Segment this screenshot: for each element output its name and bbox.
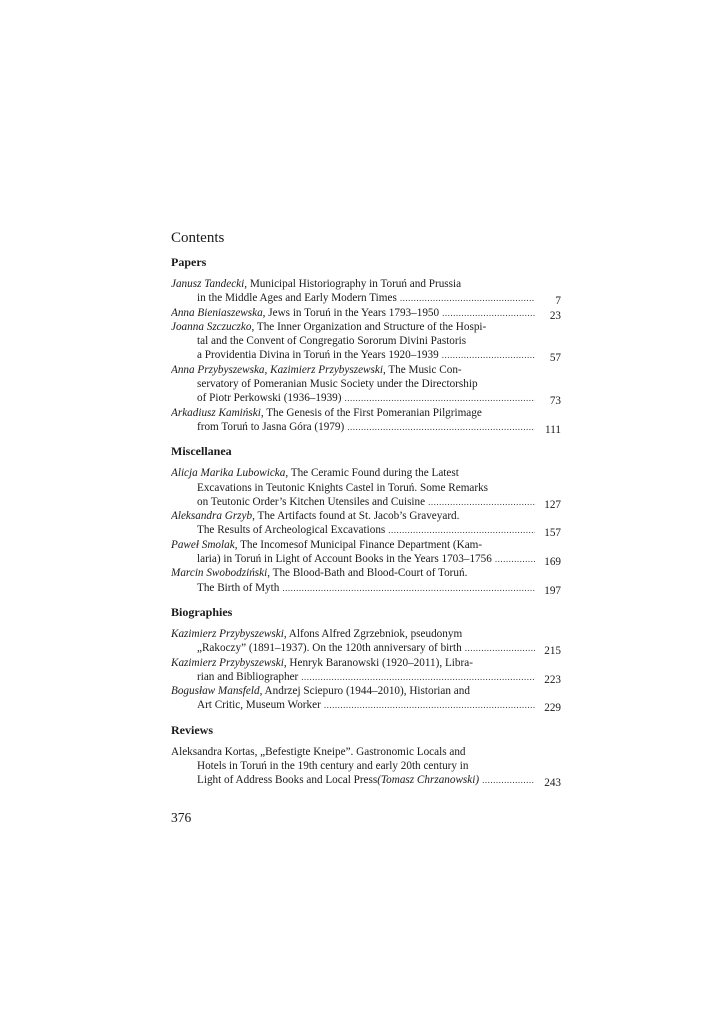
toc-entry bbox=[171, 538, 561, 567]
entry-last-line bbox=[171, 552, 535, 566]
entry-page-number: 215 bbox=[544, 645, 561, 658]
page-number: 376 bbox=[171, 810, 192, 825]
entry-title-end: a Providentia Divina in Toruń in the Years 1920–1939 bbox=[197, 349, 439, 362]
entry-author: Alicja Marika Lubowicka bbox=[171, 467, 286, 480]
entry-title-start: , The Artifacts found at St. Jacob’s Graveyard. bbox=[252, 510, 460, 523]
entry-title-end: The Results of Archeological Excavations bbox=[197, 524, 386, 537]
leader-dots bbox=[282, 581, 535, 595]
toc-entry bbox=[171, 684, 561, 713]
leader-dots bbox=[495, 552, 535, 566]
contents-page bbox=[171, 229, 561, 788]
entry-page-number: 73 bbox=[549, 395, 561, 408]
entry-last-line bbox=[171, 773, 535, 787]
entry-last-line bbox=[171, 391, 535, 405]
entry-title-start: , The Music Con- bbox=[382, 363, 462, 376]
toc-entry bbox=[171, 627, 561, 656]
entry-page-number: 197 bbox=[544, 584, 561, 597]
entry-last-line bbox=[171, 641, 535, 655]
entry-title-end: rian and Bibliographer bbox=[197, 670, 299, 683]
entry-author: Kazimierz Przybyszewski bbox=[171, 627, 284, 640]
entry-title: , Jews in Toruń in the Years 1793–1950 bbox=[262, 306, 440, 319]
section-heading: Biographies bbox=[171, 604, 233, 619]
entry-title-start: , Henryk Baranowski (1920–2011), Libra- bbox=[283, 656, 473, 669]
section-heading: Papers bbox=[171, 255, 207, 269]
entry-first-line bbox=[171, 627, 535, 641]
entry-title-continued: tal and the Convent of Congregatio Sororum Divini Pastoris bbox=[197, 335, 467, 348]
section-heading: Miscellanea bbox=[171, 444, 232, 459]
leader-dots bbox=[388, 523, 535, 537]
entry-first-line bbox=[171, 406, 535, 420]
entry-title-end: Light of Address Books and Local Press bbox=[197, 774, 378, 787]
entry-last-line bbox=[171, 306, 535, 320]
entry-author: Aleksandra Grzyb bbox=[171, 510, 253, 523]
toc-entry bbox=[171, 406, 561, 435]
entry-author: Marcin Swobodziński bbox=[171, 567, 268, 580]
entry-author: Kazimierz Przybyszewski bbox=[171, 656, 284, 669]
entry-author: Arkadiusz Kamiński bbox=[171, 406, 261, 419]
leader-dots bbox=[442, 348, 535, 362]
leader-dots bbox=[301, 670, 535, 684]
entry-title-start: , The Inner Organization and Structure of the Hospi- bbox=[251, 320, 487, 333]
entry-last-line bbox=[171, 670, 535, 684]
entry-first-line bbox=[171, 538, 535, 552]
entry-first-line bbox=[171, 656, 535, 670]
entry-first-line bbox=[171, 320, 535, 334]
toc-entry bbox=[171, 320, 561, 363]
entry-title-end: of Piotr Perkowski (1936–1939) bbox=[197, 392, 342, 405]
entry-page-number: 229 bbox=[544, 702, 561, 715]
leader-dots bbox=[347, 420, 535, 434]
entry-first-line bbox=[171, 509, 535, 523]
entry-author: Bogusław Mansfeld bbox=[171, 685, 260, 698]
toc-entry bbox=[171, 745, 561, 788]
entry-page-number: 243 bbox=[544, 777, 561, 790]
entry-title-end: Art Critic, Museum Worker bbox=[197, 699, 321, 712]
leader-dots bbox=[442, 306, 535, 320]
entry-title-continued: Hotels in Toruń in the 19th century and early 20th century in bbox=[197, 760, 469, 773]
leader-dots bbox=[428, 495, 535, 509]
leader-dots bbox=[482, 773, 535, 787]
entry-author: Anna Przybyszewska, Kazimierz Przybyszewski bbox=[171, 363, 383, 376]
entry-reviewer: (Tomasz Chrzanowski) bbox=[377, 774, 480, 787]
entry-last-line bbox=[171, 698, 535, 712]
toc-entry bbox=[171, 363, 561, 406]
entry-page-number: 157 bbox=[544, 527, 561, 540]
entry-last-line bbox=[171, 523, 535, 537]
entry-title-end: The Birth of Myth bbox=[197, 581, 280, 594]
entry-title-end: in the Middle Ages and Early Modern Times bbox=[197, 292, 397, 305]
toc-entry bbox=[171, 656, 561, 685]
entry-title-start: , Municipal Historiography in Toruń and Prussia bbox=[244, 278, 462, 290]
entry-author: Janusz Tandecki bbox=[171, 278, 245, 290]
section-heading: Reviews bbox=[171, 722, 213, 737]
entry-first-line bbox=[171, 684, 535, 698]
entry-last-line bbox=[171, 581, 535, 595]
leader-dots bbox=[345, 391, 536, 405]
entry-page-number: 169 bbox=[544, 556, 561, 569]
entry-title-end: laria) in Toruń in Light of Account Books in the Years 1703–1756 bbox=[197, 553, 492, 566]
entry-title-end: „Rakoczy” (1891–1937). On the 120th anniversary of birth bbox=[197, 642, 462, 655]
leader-dots bbox=[324, 698, 535, 712]
entry-line bbox=[171, 306, 439, 320]
leader-dots bbox=[400, 291, 535, 305]
entry-title-start: , Alfons Alfred Zgrzebniok, pseudonym bbox=[283, 627, 463, 640]
toc-entry bbox=[171, 277, 561, 306]
entry-title-continued: Excavations in Teutonic Knights Castel in Toruń. Some Remarks bbox=[197, 481, 489, 494]
toc-entry bbox=[171, 466, 561, 509]
entry-title-start: , The Genesis of the First Pomeranian Pilgrimage bbox=[260, 406, 482, 419]
entry-last-line bbox=[171, 291, 535, 305]
entry-page-number: 23 bbox=[549, 309, 561, 322]
entry-title-start: , The Incomesof Municipal Finance Department (Kam- bbox=[234, 538, 483, 551]
contents-title: Contents bbox=[171, 230, 225, 246]
entry-page-number: 7 bbox=[555, 295, 561, 308]
toc-entry bbox=[171, 306, 561, 320]
entry-title-start: , Andrzej Sciepuro (1944–2010), Historian and bbox=[259, 685, 470, 698]
entry-last-line bbox=[171, 348, 535, 362]
entry-page-number: 57 bbox=[549, 352, 561, 365]
entry-title-end: on Teutonic Order’s Kitchen Utensiles and Cuisine bbox=[197, 495, 426, 508]
entry-page-number: 127 bbox=[544, 498, 561, 511]
sections-container bbox=[171, 255, 561, 788]
toc-entry bbox=[171, 509, 561, 538]
toc-entry bbox=[171, 566, 561, 595]
entry-first-line bbox=[171, 745, 535, 759]
entry-first-line bbox=[171, 466, 535, 480]
entry-author: Joanna Szczuczko bbox=[171, 320, 252, 333]
entry-first-line bbox=[171, 277, 535, 291]
entry-last-line bbox=[171, 420, 535, 434]
entry-first-line bbox=[171, 363, 535, 377]
entry-title-continued: servatory of Pomeranian Music Society under the Directorship bbox=[197, 378, 478, 391]
entry-title-start: , The Ceramic Found during the Latest bbox=[285, 467, 459, 480]
entry-page-number: 111 bbox=[545, 423, 561, 436]
entry-page-number: 223 bbox=[544, 673, 561, 686]
leader-dots bbox=[465, 641, 535, 655]
entry-author: Paweł Smolak bbox=[171, 538, 235, 551]
entry-last-line bbox=[171, 495, 535, 509]
entry-first-line bbox=[171, 566, 535, 580]
entry-title-end: from Toruń to Jasna Góra (1979) bbox=[197, 420, 345, 433]
entry-title-start: , The Blood-Bath and Blood-Court of Toruń. bbox=[267, 567, 468, 580]
entry-author: Anna Bieniaszewska bbox=[171, 306, 263, 319]
entry-title-start: Aleksandra Kortas, „Befestigte Kneipe”. Gastronomic Locals and bbox=[171, 745, 466, 758]
